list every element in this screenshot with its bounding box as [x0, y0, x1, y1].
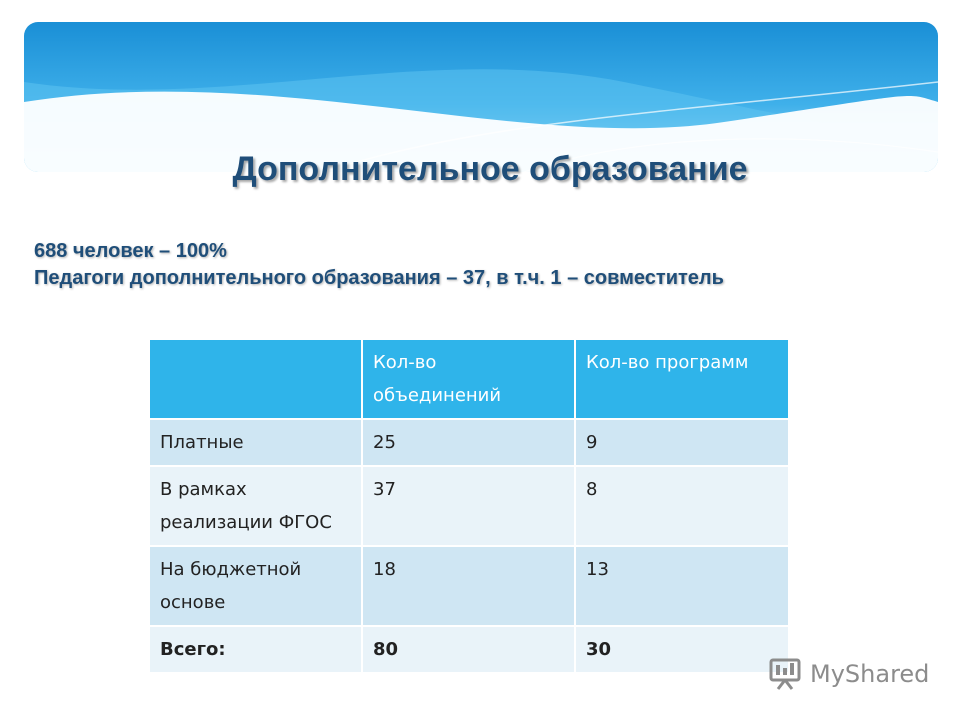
- table-row: [149, 546, 789, 626]
- presentation-board-icon: [768, 657, 802, 691]
- programs-value: 9: [575, 419, 789, 466]
- programs-value: 8: [575, 466, 789, 546]
- summary-total-line: 688 человек – 100%: [34, 240, 227, 262]
- row-label: Всего:: [149, 626, 362, 673]
- row-label: На бюджетной основе: [149, 546, 362, 626]
- table-row: [149, 466, 789, 546]
- programs-table: [148, 338, 790, 674]
- programs-value: 30: [575, 626, 789, 673]
- header-associations: Кол-во объединений: [362, 339, 575, 419]
- table-row: [149, 419, 789, 466]
- summary-teachers-line: Педагоги дополнительного образования – 37, в т.ч. 1 – совместитель: [34, 267, 724, 289]
- header-programs: Кол-во программ: [575, 339, 789, 419]
- table-header-row: [149, 339, 789, 419]
- table-total-row: [149, 626, 789, 673]
- slide-title: Дополнительное образование: [232, 150, 748, 188]
- summary-block: [34, 238, 724, 292]
- row-label: В рамках реализации ФГОС: [149, 466, 362, 546]
- watermark-text: MyShared: [810, 660, 930, 688]
- associations-value: 18: [362, 546, 575, 626]
- row-label: Платные: [149, 419, 362, 466]
- associations-value: 37: [362, 466, 575, 546]
- programs-value: 13: [575, 546, 789, 626]
- header-empty-cell: [149, 339, 362, 419]
- associations-value: 80: [362, 626, 575, 673]
- associations-value: 25: [362, 419, 575, 466]
- myshared-watermark: [768, 654, 929, 694]
